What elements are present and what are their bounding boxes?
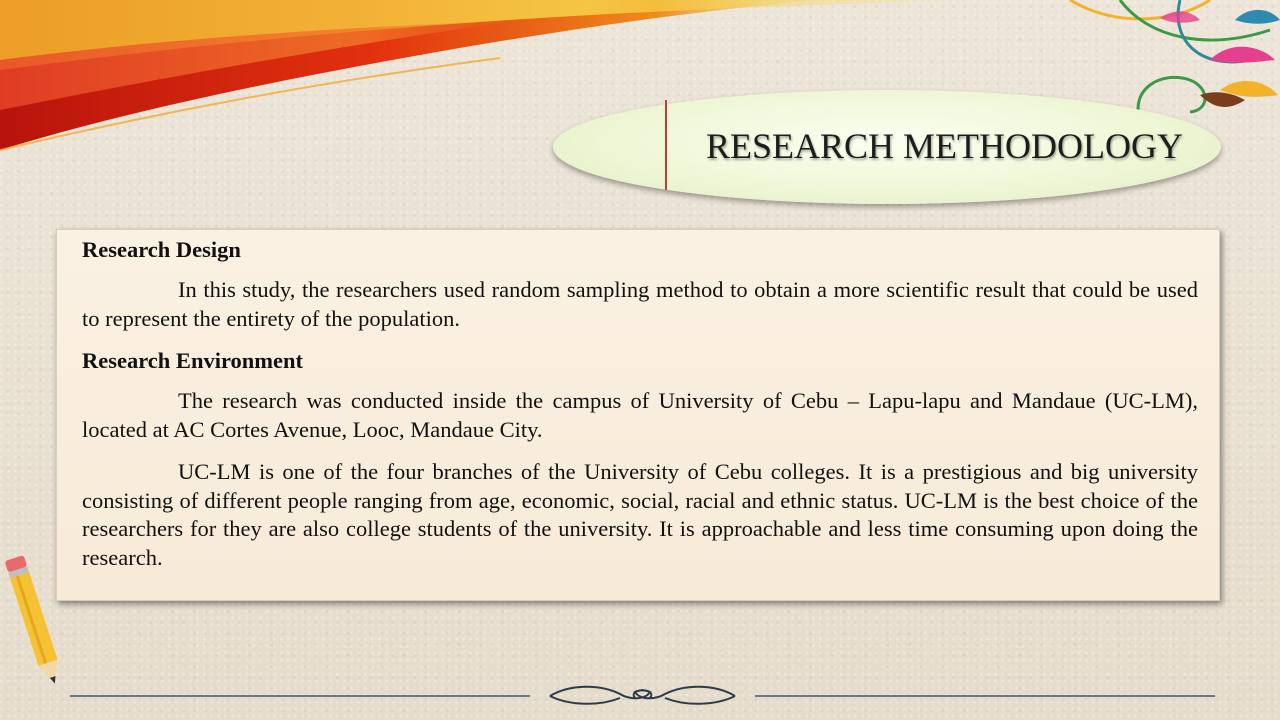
section-heading-research-environment: Research Environment xyxy=(82,348,304,373)
pencil-icon xyxy=(2,544,72,694)
paragraph-research-design: In this study, the researchers used random sampling method to obtain a more scientific result that could be used to represent the entirety of the population. xyxy=(82,277,1198,331)
slide-title: RESEARCH METHODOLOGY xyxy=(706,126,1183,166)
paragraph-research-environment-1: The research was conducted inside the campus of University of Cebu – Lapu-lapu and Mandaue (UC-LM), located at AC Cortes Avenue, Looc, Mandaue City. xyxy=(82,388,1198,442)
title-accent-rule xyxy=(665,100,667,190)
scroll-ornament-icon xyxy=(70,682,1220,712)
paragraph-research-environment-2: UC-LM is one of the four branches of the University of Cebu colleges. It is a prestigious and big university consisting of different people ranging from age, economic, social, racial and ethnic status. UC-LM is the best choice of the researchers for they are also college students of the university. It is approachable and less time consuming upon doing the research. xyxy=(82,459,1198,570)
content-body xyxy=(82,236,1198,572)
section-heading-research-design: Research Design xyxy=(82,237,241,262)
